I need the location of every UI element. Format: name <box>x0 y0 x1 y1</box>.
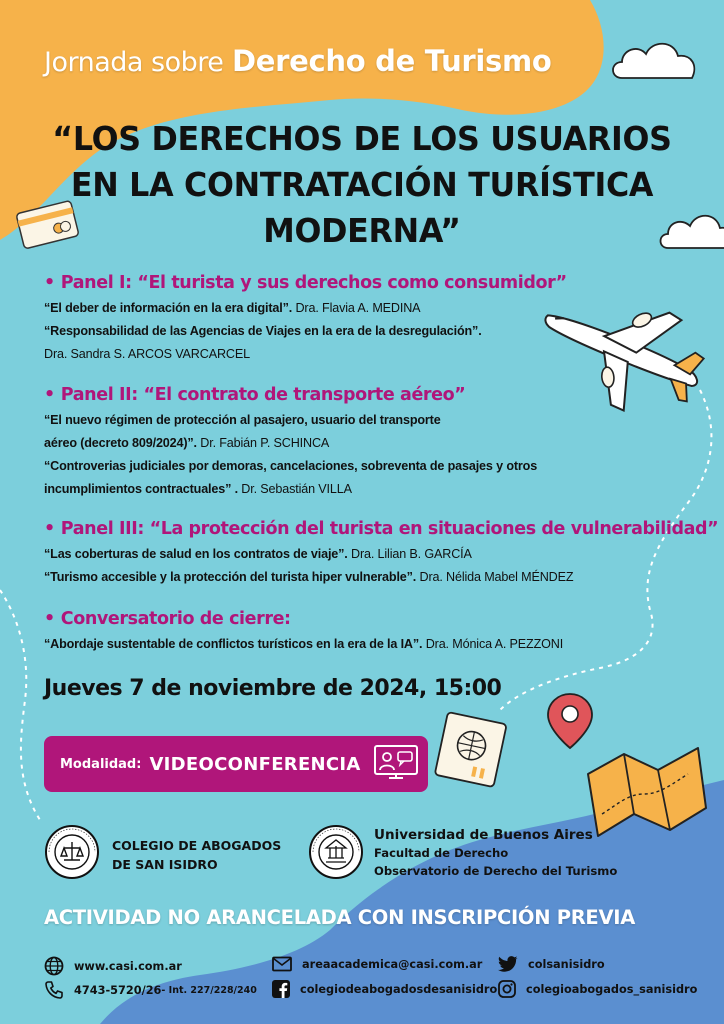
title-line: “LOS DERECHOS DE LOS USUARIOS <box>52 119 672 158</box>
title-line: EN LA CONTRATACIÓN TURÍSTICA <box>70 165 654 204</box>
registration-notice: ACTIVIDAD NO ARANCELADA CON INSCRIPCIÓN PREVIA <box>44 906 635 929</box>
panel-heading <box>44 518 719 540</box>
talk-item <box>44 543 704 566</box>
talk-item <box>44 409 464 455</box>
modality-badge <box>44 736 428 792</box>
contact-facebook[interactable] <box>272 980 497 998</box>
panel-title: Panel III: “La protección del turista en situaciones de vulnerabilidad” <box>60 519 719 539</box>
contact-web[interactable] <box>44 956 182 976</box>
facebook-link[interactable]: colegiodeabogadosdesanisidro <box>300 982 498 996</box>
talk-title: “Controverias judiciales por demoras, cancelaciones, sobreventa de pasajes y otros incumplimientos contractuales” . <box>44 459 538 496</box>
instagram-link[interactable]: colegioabogados_sanisidro <box>526 982 698 996</box>
talk-speaker: Dra. Sandra S. ARCOS VARCARCEL <box>44 347 250 361</box>
talk-speaker: Dr. Fabián P. SCHINCA <box>196 436 330 450</box>
talk-speaker: Dra. Mónica A. PEZZONI <box>422 637 564 651</box>
phone-number[interactable]: 4743-5720/26 <box>74 983 162 997</box>
panel-title: Panel II: “El contrato de transporte aéreo” <box>60 385 466 405</box>
phone-icon <box>44 980 64 1000</box>
phone-extension: - Int. 227/228/240 <box>161 984 257 996</box>
website-link[interactable]: www.casi.com.ar <box>74 959 182 973</box>
twitter-icon <box>498 956 518 973</box>
contact-email[interactable] <box>272 956 482 972</box>
casi-seal <box>44 824 100 880</box>
uba-seal <box>308 824 364 880</box>
email-link[interactable]: areaacademica@casi.com.ar <box>302 957 483 971</box>
facebook-icon <box>272 980 290 998</box>
panel-heading <box>44 384 664 406</box>
bullet: • <box>44 385 55 405</box>
talk-title: “Abordaje sustentable de conflictos turísticos en la era de la IA”. <box>44 637 423 651</box>
videoconference-icon <box>373 744 419 784</box>
instagram-icon <box>498 980 516 998</box>
talk-title: “Turismo accesible y la protección del turista hiper vulnerable”. <box>44 570 417 584</box>
contact-twitter[interactable] <box>498 956 605 973</box>
talk-speaker: Dra. Lilian B. GARCÍA <box>347 547 472 561</box>
panel-1 <box>44 272 704 366</box>
bullet: • <box>44 519 55 539</box>
talk-title: “El nuevo régimen de protección al pasajero, usuario del transporte aéreo (decreto 809/2024)”. <box>44 413 441 450</box>
closing-talk <box>44 608 704 656</box>
event-header <box>44 44 604 78</box>
modality-label: Modalidad: <box>60 756 142 772</box>
panel-title: Conversatorio de cierre: <box>60 609 291 629</box>
bullet: • <box>44 609 55 629</box>
contact-instagram[interactable] <box>498 980 697 998</box>
panel-title: Panel I: “El turista y sus derechos como consumidor” <box>60 273 567 293</box>
header-topic: Derecho de Turismo <box>231 44 552 78</box>
uba-name-line: Facultad de Derecho <box>374 846 509 860</box>
talk-title: “Responsabilidad de las Agencias de Viajes en la era de la desregulación”. <box>44 324 482 338</box>
talk-item <box>44 633 704 656</box>
uba-name-line: Observatorio de Derecho del Turismo <box>374 864 618 878</box>
panel-heading <box>44 608 704 630</box>
talk-item <box>44 320 704 366</box>
talk-speaker: Dra. Flavia A. MEDINA <box>292 301 421 315</box>
talk-title: “Las coberturas de salud en los contratos de viaje”. <box>44 547 348 561</box>
panel-3 <box>44 518 719 589</box>
passport-icon <box>435 712 507 787</box>
uba-name-line: Universidad de Buenos Aires <box>374 827 593 843</box>
event-title <box>34 116 691 254</box>
panel-heading <box>44 272 704 294</box>
header-intro: Jornada sobre <box>44 47 224 78</box>
talk-item <box>44 455 584 501</box>
talk-item <box>44 566 704 589</box>
panel-2 <box>44 384 664 501</box>
talk-speaker: Dr. Sebastián VILLA <box>237 482 352 496</box>
casi-name-line: COLEGIO DE ABOGADOS <box>112 838 282 853</box>
contact-phone[interactable] <box>44 980 257 1000</box>
casi-name <box>112 836 281 874</box>
bullet: • <box>44 273 55 293</box>
modality-value: VIDEOCONFERENCIA <box>149 753 361 775</box>
title-line: MODERNA” <box>263 211 461 250</box>
casi-name-line: DE SAN ISIDRO <box>112 857 218 872</box>
uba-name <box>374 826 617 880</box>
mail-icon <box>272 956 292 972</box>
globe-icon <box>44 956 64 976</box>
talk-title: “El deber de información en la era digital”. <box>44 301 293 315</box>
talk-item <box>44 297 704 320</box>
event-date: Jueves 7 de noviembre de 2024, 15:00 <box>44 676 502 701</box>
twitter-link[interactable]: colsanisidro <box>528 958 605 971</box>
talk-speaker: Dra. Nélida Mabel MÉNDEZ <box>416 570 574 584</box>
